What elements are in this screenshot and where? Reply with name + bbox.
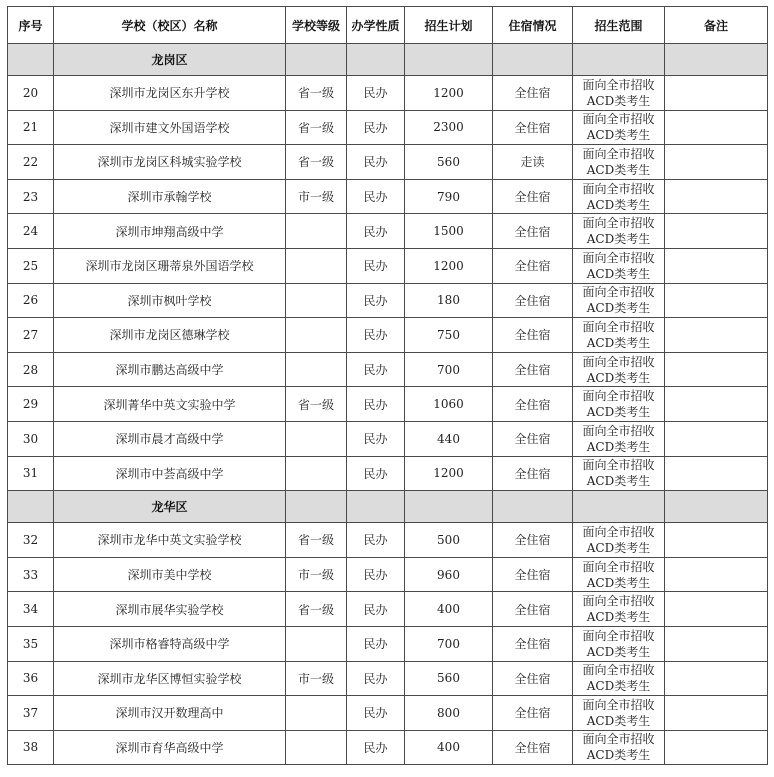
cell-enrollment-plan: 440 <box>405 421 493 456</box>
cell-notes <box>665 557 768 592</box>
cell-school-level <box>286 421 347 456</box>
range-line: ACD类考生 <box>586 575 651 590</box>
cell-boarding: 全住宿 <box>493 387 573 422</box>
cell-enrollment-range <box>573 421 665 456</box>
header-notes: 备注 <box>665 7 768 44</box>
cell-school-type: 民办 <box>347 456 405 491</box>
table-row <box>8 283 768 318</box>
range-line: ACD类考生 <box>586 232 651 247</box>
cell-school-level <box>286 214 347 249</box>
range-line: ACD类考生 <box>586 474 651 489</box>
section-empty-cell <box>347 491 405 523</box>
cell-school-type: 民办 <box>347 283 405 318</box>
cell-index: 37 <box>8 696 54 731</box>
cell-index: 36 <box>8 661 54 696</box>
cell-notes <box>665 179 768 214</box>
cell-notes <box>665 523 768 558</box>
cell-enrollment-range <box>573 76 665 111</box>
enrollment-table <box>7 6 768 765</box>
range-line: 面向全市招收 <box>582 77 655 92</box>
range-line: ACD类考生 <box>586 644 651 659</box>
table-row <box>8 179 768 214</box>
cell-index: 25 <box>8 248 54 283</box>
cell-school-name: 深圳市龙华区博恒实验学校 <box>54 661 286 696</box>
table-row <box>8 76 768 111</box>
cell-school-name: 深圳市美中学校 <box>54 557 286 592</box>
range-line: 面向全市招收 <box>582 423 655 438</box>
cell-index: 23 <box>8 179 54 214</box>
cell-index: 38 <box>8 730 54 765</box>
cell-enrollment-plan: 960 <box>405 557 493 592</box>
table-row <box>8 248 768 283</box>
range-line: ACD类考生 <box>586 748 651 763</box>
header-school-name: 学校（校区）名称 <box>54 7 286 44</box>
cell-school-type: 民办 <box>347 557 405 592</box>
section-empty-cell <box>493 491 573 523</box>
table-row <box>8 352 768 387</box>
cell-enrollment-plan: 1200 <box>405 248 493 283</box>
cell-boarding: 全住宿 <box>493 626 573 661</box>
table-row <box>8 387 768 422</box>
cell-school-name: 深圳市承翰学校 <box>54 179 286 214</box>
section-district-name: 龙岗区 <box>54 44 286 76</box>
cell-boarding: 全住宿 <box>493 318 573 353</box>
cell-enrollment-plan: 560 <box>405 145 493 180</box>
cell-school-level <box>286 283 347 318</box>
cell-enrollment-plan: 750 <box>405 318 493 353</box>
cell-enrollment-plan: 400 <box>405 730 493 765</box>
cell-enrollment-plan: 790 <box>405 179 493 214</box>
range-line: ACD类考生 <box>586 370 651 385</box>
cell-notes <box>665 352 768 387</box>
cell-notes <box>665 76 768 111</box>
cell-school-name: 深圳市龙岗区珊蒂泉外国语学校 <box>54 248 286 283</box>
cell-school-type: 民办 <box>347 523 405 558</box>
cell-index: 32 <box>8 523 54 558</box>
cell-boarding: 全住宿 <box>493 352 573 387</box>
cell-school-name: 深圳市育华高级中学 <box>54 730 286 765</box>
cell-school-name: 深圳市建文外国语学校 <box>54 110 286 145</box>
cell-school-name: 深圳市晨才高级中学 <box>54 421 286 456</box>
cell-enrollment-plan: 1200 <box>405 76 493 111</box>
table-row <box>8 145 768 180</box>
cell-index: 29 <box>8 387 54 422</box>
cell-enrollment-plan: 2300 <box>405 110 493 145</box>
cell-school-level <box>286 730 347 765</box>
table-row <box>8 626 768 661</box>
cell-school-level: 省一级 <box>286 110 347 145</box>
cell-school-type: 民办 <box>347 110 405 145</box>
range-line: 面向全市招收 <box>582 250 655 265</box>
range-line: ACD类考生 <box>586 713 651 728</box>
cell-school-level: 市一级 <box>286 179 347 214</box>
cell-index: 28 <box>8 352 54 387</box>
range-line: ACD类考生 <box>586 266 651 281</box>
cell-enrollment-plan: 1500 <box>405 214 493 249</box>
cell-notes <box>665 248 768 283</box>
cell-enrollment-range <box>573 110 665 145</box>
cell-boarding: 全住宿 <box>493 76 573 111</box>
cell-school-type: 民办 <box>347 626 405 661</box>
cell-index: 22 <box>8 145 54 180</box>
cell-boarding: 全住宿 <box>493 592 573 627</box>
cell-index: 21 <box>8 110 54 145</box>
cell-boarding: 全住宿 <box>493 557 573 592</box>
range-line: ACD类考生 <box>586 679 651 694</box>
cell-notes <box>665 730 768 765</box>
range-line: 面向全市招收 <box>582 181 655 196</box>
cell-enrollment-plan: 1060 <box>405 387 493 422</box>
cell-enrollment-range <box>573 214 665 249</box>
range-line: 面向全市招收 <box>582 697 655 712</box>
table-row <box>8 318 768 353</box>
cell-boarding: 全住宿 <box>493 456 573 491</box>
header-row <box>8 7 768 44</box>
cell-notes <box>665 592 768 627</box>
range-line: 面向全市招收 <box>582 354 655 369</box>
cell-school-name: 深圳市汉开数理高中 <box>54 696 286 731</box>
cell-enrollment-plan: 800 <box>405 696 493 731</box>
range-line: 面向全市招收 <box>582 146 655 161</box>
cell-school-type: 民办 <box>347 214 405 249</box>
cell-notes <box>665 387 768 422</box>
cell-notes <box>665 214 768 249</box>
cell-school-level: 市一级 <box>286 557 347 592</box>
cell-school-name: 深圳市格睿特高级中学 <box>54 626 286 661</box>
cell-enrollment-range <box>573 248 665 283</box>
section-empty-cell <box>347 44 405 76</box>
table-row <box>8 696 768 731</box>
cell-enrollment-range <box>573 523 665 558</box>
cell-school-type: 民办 <box>347 730 405 765</box>
range-line: 面向全市招收 <box>582 458 655 473</box>
section-empty-cell <box>665 44 768 76</box>
table-row <box>8 730 768 765</box>
range-line: 面向全市招收 <box>582 559 655 574</box>
cell-enrollment-range <box>573 456 665 491</box>
cell-index: 20 <box>8 76 54 111</box>
cell-notes <box>665 421 768 456</box>
range-line: 面向全市招收 <box>582 732 655 747</box>
cell-enrollment-plan: 560 <box>405 661 493 696</box>
section-empty-cell <box>665 491 768 523</box>
cell-school-level <box>286 696 347 731</box>
cell-enrollment-range <box>573 145 665 180</box>
cell-boarding: 全住宿 <box>493 179 573 214</box>
cell-school-level: 省一级 <box>286 523 347 558</box>
cell-boarding: 走读 <box>493 145 573 180</box>
section-row <box>8 44 768 76</box>
cell-school-level <box>286 352 347 387</box>
cell-enrollment-range <box>573 179 665 214</box>
range-line: 面向全市招收 <box>582 663 655 678</box>
table-row <box>8 110 768 145</box>
cell-index: 26 <box>8 283 54 318</box>
range-line: 面向全市招收 <box>582 389 655 404</box>
range-line: ACD类考生 <box>586 335 651 350</box>
cell-notes <box>665 145 768 180</box>
cell-notes <box>665 626 768 661</box>
section-row <box>8 491 768 523</box>
range-line: ACD类考生 <box>586 540 651 555</box>
cell-school-level: 省一级 <box>286 145 347 180</box>
cell-school-name: 深圳市龙岗区东升学校 <box>54 76 286 111</box>
range-line: ACD类考生 <box>586 405 651 420</box>
cell-index: 34 <box>8 592 54 627</box>
cell-school-type: 民办 <box>347 387 405 422</box>
table-row <box>8 661 768 696</box>
cell-school-type: 民办 <box>347 696 405 731</box>
header-boarding: 住宿情况 <box>493 7 573 44</box>
cell-enrollment-range <box>573 730 665 765</box>
cell-index: 31 <box>8 456 54 491</box>
cell-school-type: 民办 <box>347 318 405 353</box>
cell-school-level: 省一级 <box>286 76 347 111</box>
cell-school-type: 民办 <box>347 592 405 627</box>
table-row <box>8 456 768 491</box>
cell-enrollment-range <box>573 387 665 422</box>
cell-school-type: 民办 <box>347 352 405 387</box>
cell-enrollment-range <box>573 352 665 387</box>
section-empty-cell <box>573 44 665 76</box>
cell-school-name: 深圳市龙华中英文实验学校 <box>54 523 286 558</box>
cell-boarding: 全住宿 <box>493 248 573 283</box>
cell-school-name: 深圳市鹏达高级中学 <box>54 352 286 387</box>
cell-school-level <box>286 456 347 491</box>
range-line: 面向全市招收 <box>582 628 655 643</box>
cell-notes <box>665 318 768 353</box>
cell-enrollment-plan: 180 <box>405 283 493 318</box>
cell-school-level <box>286 248 347 283</box>
cell-notes <box>665 110 768 145</box>
cell-boarding: 全住宿 <box>493 421 573 456</box>
cell-enrollment-range <box>573 626 665 661</box>
cell-school-level <box>286 626 347 661</box>
cell-boarding: 全住宿 <box>493 523 573 558</box>
range-line: 面向全市招收 <box>582 112 655 127</box>
cell-notes <box>665 661 768 696</box>
header-index: 序号 <box>8 7 54 44</box>
cell-school-name: 深圳市龙岗区德琳学校 <box>54 318 286 353</box>
cell-enrollment-plan: 700 <box>405 626 493 661</box>
cell-school-name: 深圳市坤翔高级中学 <box>54 214 286 249</box>
cell-boarding: 全住宿 <box>493 696 573 731</box>
cell-school-name: 深圳市枫叶学校 <box>54 283 286 318</box>
section-empty-cell <box>8 491 54 523</box>
header-school-type: 办学性质 <box>347 7 405 44</box>
range-line: 面向全市招收 <box>582 216 655 231</box>
cell-enrollment-plan: 400 <box>405 592 493 627</box>
section-empty-cell <box>493 44 573 76</box>
header-enrollment-plan: 招生计划 <box>405 7 493 44</box>
cell-enrollment-plan: 700 <box>405 352 493 387</box>
table-row <box>8 421 768 456</box>
range-line: 面向全市招收 <box>582 285 655 300</box>
cell-enrollment-range <box>573 557 665 592</box>
cell-boarding: 全住宿 <box>493 661 573 696</box>
table-row <box>8 557 768 592</box>
cell-school-type: 民办 <box>347 179 405 214</box>
header-school-level: 学校等级 <box>286 7 347 44</box>
cell-boarding: 全住宿 <box>493 730 573 765</box>
cell-school-type: 民办 <box>347 661 405 696</box>
range-line: ACD类考生 <box>586 197 651 212</box>
range-line: 面向全市招收 <box>582 524 655 539</box>
cell-notes <box>665 456 768 491</box>
cell-index: 24 <box>8 214 54 249</box>
cell-school-name: 深圳市龙岗区科城实验学校 <box>54 145 286 180</box>
cell-school-type: 民办 <box>347 145 405 180</box>
cell-school-level: 省一级 <box>286 387 347 422</box>
section-empty-cell <box>405 491 493 523</box>
section-empty-cell <box>573 491 665 523</box>
cell-enrollment-range <box>573 696 665 731</box>
cell-school-level <box>286 318 347 353</box>
cell-school-name: 深圳市中荟高级中学 <box>54 456 286 491</box>
cell-boarding: 全住宿 <box>493 110 573 145</box>
cell-school-name: 深圳菁华中英文实验中学 <box>54 387 286 422</box>
cell-enrollment-range <box>573 661 665 696</box>
table-row <box>8 214 768 249</box>
cell-enrollment-range <box>573 283 665 318</box>
cell-boarding: 全住宿 <box>493 283 573 318</box>
cell-enrollment-range <box>573 318 665 353</box>
cell-school-type: 民办 <box>347 248 405 283</box>
range-line: ACD类考生 <box>586 162 651 177</box>
range-line: ACD类考生 <box>586 301 651 316</box>
section-district-name: 龙华区 <box>54 491 286 523</box>
header-enrollment-range: 招生范围 <box>573 7 665 44</box>
cell-enrollment-plan: 500 <box>405 523 493 558</box>
cell-school-level: 省一级 <box>286 592 347 627</box>
section-empty-cell <box>405 44 493 76</box>
range-line: 面向全市招收 <box>582 594 655 609</box>
cell-notes <box>665 283 768 318</box>
range-line: ACD类考生 <box>586 128 651 143</box>
section-empty-cell <box>286 44 347 76</box>
cell-school-level: 市一级 <box>286 661 347 696</box>
range-line: ACD类考生 <box>586 610 651 625</box>
range-line: ACD类考生 <box>586 439 651 454</box>
cell-boarding: 全住宿 <box>493 214 573 249</box>
table-body <box>8 44 768 765</box>
range-line: 面向全市招收 <box>582 319 655 334</box>
range-line: ACD类考生 <box>586 93 651 108</box>
table-row <box>8 523 768 558</box>
table-row <box>8 592 768 627</box>
section-empty-cell <box>8 44 54 76</box>
cell-enrollment-range <box>573 592 665 627</box>
section-empty-cell <box>286 491 347 523</box>
cell-school-type: 民办 <box>347 76 405 111</box>
cell-school-name: 深圳市展华实验学校 <box>54 592 286 627</box>
cell-index: 27 <box>8 318 54 353</box>
cell-notes <box>665 696 768 731</box>
cell-index: 35 <box>8 626 54 661</box>
cell-index: 33 <box>8 557 54 592</box>
cell-index: 30 <box>8 421 54 456</box>
cell-school-type: 民办 <box>347 421 405 456</box>
cell-enrollment-plan: 1200 <box>405 456 493 491</box>
